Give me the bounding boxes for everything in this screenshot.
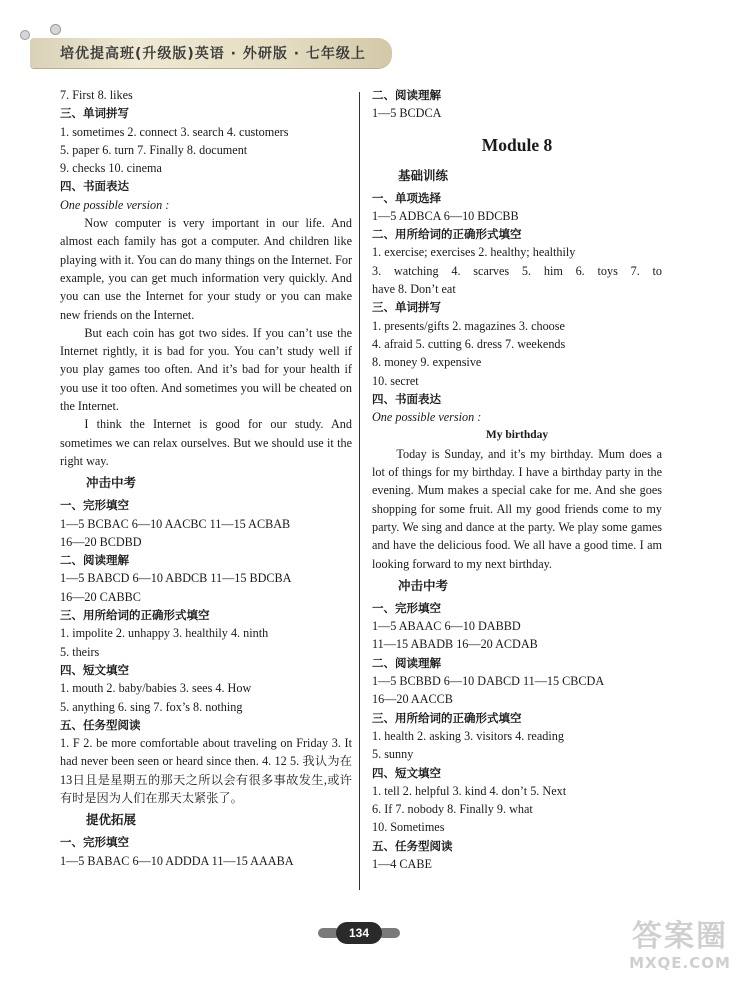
subsection-title: 冲击中考 [86, 475, 137, 491]
essay-paragraph: But each coin has got two sides. If you can’t use the Internet rightly, it is bad for you. You can’t study well if you play games too often. And it’s bad for your health if you use it too often. And sometimes you will be cheated on the Internet. [60, 325, 352, 414]
section-heading: 三、单词拼写 [60, 106, 129, 121]
answer-line: 10. secret [372, 373, 419, 388]
answer-line: 1. tell 2. helpful 3. kind 4. don’t 5. Next [372, 783, 567, 798]
answer-line: 10. Sometimes [372, 820, 445, 835]
book-title: 培优提高班(升级版)英语 · 外研版 · 七年级上 [60, 46, 366, 62]
subsection-title: 冲击中考 [398, 577, 449, 593]
watermark-url: MXQE.COM [629, 954, 731, 972]
watermark-text: 答案圈 [632, 919, 728, 954]
answer-line: 1. presents/gifts 2. magazines 3. choose [372, 318, 565, 333]
module-title: Module 8 [481, 134, 553, 155]
answer-line: 16—20 BCDBD [60, 534, 142, 549]
section-heading: 五、任务型阅读 [60, 717, 141, 732]
essay-paragraph: Today is Sunday, and it’s my birthday. Mum does a lot of things for my birthday. I have a birthday party in the evening. Mum makes a special cake for me. And she goes shopping for some fruit. All my good friends come to my party. We sing and dance at the party. We play some games and have the delicious food. We all have a good time. I am looking forward to my next birthday. [372, 446, 662, 571]
left-column [60, 86, 352, 870]
page-number: 134 [336, 922, 382, 944]
essay-paragraph: I think the Internet is good for our study. And sometimes we can relax ourselves. But we should use it the right way. [60, 417, 352, 468]
answer-line: 16—20 AACCB [372, 692, 453, 707]
answer-line: 1—5 BCBBD 6—10 DABCD 11—15 CBCDA [372, 674, 605, 689]
answer-line: 1—4 CABE [372, 856, 432, 871]
answer-line: 5. theirs [60, 644, 100, 659]
section-heading: 三、单词拼写 [372, 300, 441, 315]
answer-line: 16—20 CABBC [60, 589, 141, 604]
answer-line: 1—5 BCBAC 6—10 AACBC 11—15 ACBAB [60, 516, 291, 531]
section-heading: 三、用所给词的正确形式填空 [372, 710, 522, 725]
page-header [0, 0, 750, 80]
answer-line: 1. impolite 2. unhappy 3. healthily 4. ninth [60, 626, 269, 641]
essay-title: My birthday [485, 429, 549, 442]
section-heading: 二、阅读理解 [372, 88, 441, 102]
section-heading: 一、完形填空 [372, 600, 441, 615]
section-heading: 一、完形填空 [60, 835, 129, 850]
subsection-title: 提优拓展 [86, 812, 137, 828]
right-column [372, 86, 662, 873]
version-label: One possible version : [372, 410, 482, 425]
answer-line: 1—5 ADBCA 6—10 BDCBB [372, 208, 519, 223]
essay-paragraph: Now computer is very important in our life. And almost each family has got a computer. And children like playing with it. You can do many things on the Internet. For example, you can get much information very quickly. And you can use the Internet for your study or you can make new friends on the Internet. [60, 216, 352, 322]
section-heading: 四、书面表达 [372, 391, 441, 406]
section-heading: 一、完形填空 [60, 498, 129, 513]
section-heading: 四、书面表达 [60, 179, 129, 194]
answer-line: 1—5 BABCD 6—10 ABDCB 11—15 BDCBA [60, 571, 292, 586]
answer-line: 3. watching 4. scarves 5. him 6. toys 7. to [372, 263, 662, 278]
watermark-logo [618, 920, 742, 982]
answer-line: 7. First 8. likes [60, 88, 133, 102]
answer-line: 1—5 ABAAC 6—10 DABBD [372, 619, 521, 634]
version-label: One possible version : [60, 197, 170, 212]
column-divider [359, 92, 360, 890]
answer-line: 1. mouth 2. baby/babies 3. sees 4. How [60, 681, 252, 696]
answer-line: 9. checks 10. cinema [60, 161, 162, 176]
section-heading: 二、阅读理解 [372, 655, 441, 670]
section-heading: 一、单项选择 [372, 190, 441, 205]
answer-line: have 8. Don’t eat [372, 282, 456, 297]
section-heading: 五、任务型阅读 [372, 838, 453, 853]
answer-line: 5. paper 6. turn 7. Finally 8. document [60, 142, 248, 157]
answer-line: 1—5 BABAC 6—10 ADDDA 11—15 AAABA [60, 853, 294, 868]
section-heading: 二、阅读理解 [60, 553, 129, 568]
answer-line: 5. sunny [372, 747, 414, 762]
task-reading-answers: 1. F 2. be more comfortable about traveling on Friday 3. It had never been seen or heard since then. 4. 12 5. 我认为在13日且是星期五的那天之所以会有很多事故发生,或许有时是因为人们在那天太紧张了。 [60, 736, 352, 805]
answer-line: 6. If 7. nobody 8. Finally 9. what [372, 802, 533, 817]
answer-line: 5. anything 6. sing 7. fox’s 8. nothing [60, 699, 243, 714]
answer-line: 8. money 9. expensive [372, 355, 482, 370]
answer-line: 1. sometimes 2. connect 3. search 4. customers [60, 124, 289, 139]
answer-line: 1. health 2. asking 3. visitors 4. reading [372, 728, 564, 743]
answer-line: 1. exercise; exercises 2. healthy; healthily [372, 245, 576, 260]
section-heading: 二、用所给词的正确形式填空 [372, 227, 522, 242]
answer-line: 11—15 ABADB 16—20 ACDAB [372, 637, 538, 652]
answer-line: 1—5 BCDCA [372, 106, 442, 121]
section-heading: 四、短文填空 [60, 662, 129, 677]
subsection-title: 基础训练 [398, 167, 449, 183]
section-heading: 三、用所给词的正确形式填空 [60, 608, 210, 623]
section-heading: 四、短文填空 [372, 765, 441, 780]
answer-line: 4. afraid 5. cutting 6. dress 7. weekends [372, 336, 566, 351]
